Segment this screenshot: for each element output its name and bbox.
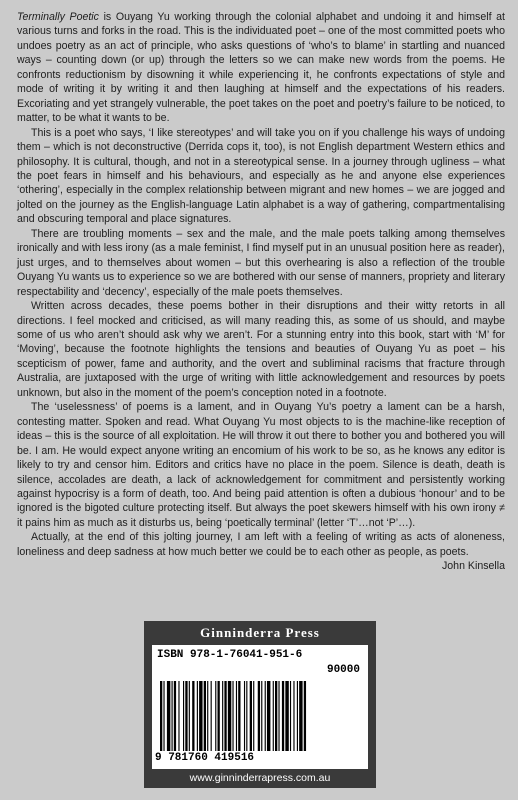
barcode-box	[152, 645, 368, 769]
barcode-panel	[144, 621, 376, 788]
book-title: Terminally Poetic	[17, 11, 99, 23]
isbn-text: ISBN 978-1-76041-951-6	[157, 649, 303, 661]
price-code: 90000	[326, 664, 360, 676]
blurb-paragraph-4: Written across decades, these poems bother in their disruptions and their witty retorts in all directions. I feel mocked and criticised, as will many reading this, as some of us should, and maybe some of us who aren’t should ask why we aren’t. For a stunning entry into this book, start with ‘M’ for ‘Moving’, because the footnote highlights the tensions and beauties of Ouyang Yu as poet – his scepticism of power, fame and authority, and the overt and subliminal racisms that fracture through Australia, are juxtaposed with the urge of writing with little acknowledgement and resources by poets unknown, but also in the moment of the poem’s conception noted in a footnote.	[17, 300, 505, 399]
blurb-paragraph-2: This is a poet who says, ‘I like stereotypes’ and will take you on if you challenge his ways of undoing them – which is not deconstructive (Derrida cops it, too), is not English department Western ethics and philosophy. It is cultural, though, and not in a stereotypical sense. In a journey through ugliness – what the poet fears in himself and his behaviours, and especially as he and anyone else experiences ‘othering’, especially in the complex relationship between migrant and new homes – we are jogged and jolted on the journey as the English-language Latin alphabet is a way of gathering, compartmentalising and obscuring temporal and place signatures.	[17, 126, 505, 226]
blurb-paragraph-1	[17, 10, 505, 126]
blurb-paragraph-1-body: is Ouyang Yu working through the colonial alphabet and undoing it and himself at various turns and forks in the road. This is the individuated poet – one of the most committed poets who undoes poetry as an act of principle, who asks questions of ‘who’s to blame’ in startling and nuanced ways – counting down (or up) through the letters so we can make new words from the poems. He confronts reductionism by disowning it while experiencing it, he confronts expectations of style and mode of writing it by writing it and then laughing at himself and the expectations of his readers. Excoriating and yet strangely vulnerable, the poet takes on the poet and poetry’s failure to be noticed, to matter, to be what it wants to be.	[17, 11, 505, 125]
blurb-text	[17, 10, 505, 574]
blurb-paragraph-3: There are troubling moments – sex and the male, and the male poets talking among themselves ironically and with less irony (as a male feminist, I find myself put in an unusual position here as reader), just urges, and to themselves about women – but this overhearing is also a reflection of the trouble Ouyang Yu wants us to experience so we are bothered with our sense of manners, propriety and literary respectability and ‘decency’, especially of the male poets themselves.	[17, 227, 505, 298]
publisher-name: Ginninderra Press	[200, 625, 320, 640]
author-signature: John Kinsella	[441, 560, 505, 573]
publisher-website: www.ginninderrapress.com.au	[189, 772, 331, 784]
barcode-icon	[158, 681, 362, 751]
ean-number: 9 781760 419516	[155, 752, 255, 764]
blurb-paragraph-6: Actually, at the end of this jolting journey, I am left with a feeling of writing as acts of aloneness, loneliness and deep sadness at how much better we could be to each other as people, as poets.	[17, 531, 505, 558]
blurb-paragraph-5: The ‘uselessness’ of poems is a lament, and in Ouyang Yu’s poetry a lament can be a harsh, contesting matter. Spoken and read. What Ouyang Yu most objects to is the machine-like reception of ideas – this is the source of all exploitation. He will throw it out there to bother you and bothered you will be. I am. He would expect anyone writing an encomium of his work to be so, as he knows any editor is likely to try and censor him. Editors and critics have no place in the poem. Silence is death, death is silence, accolades are death, a lack of acknowledgement for commitment and persistently working against hypocrisy is a form of death, too. And being paid attention is often a dubious ‘honour’ and to be ignored is the bigoted culture protecting itself. But always the poet skewers himself with his own irony ≠ it pains him as much as it disturbs us, being ‘poetically terminal’ (letter ‘T’…not ‘P’…).	[17, 401, 505, 529]
